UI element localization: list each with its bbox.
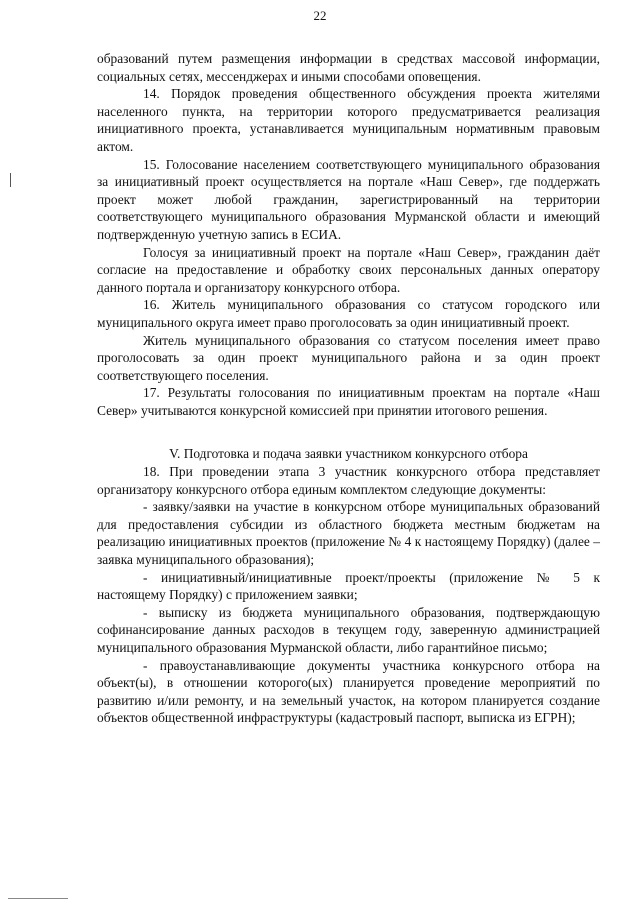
section-heading: V. Подготовка и подача заявки участником конкурсного отбора <box>169 446 528 462</box>
paragraph-settlement-voting: Житель муниципального образования со статусом поселения имеет право проголосовать за один проект муниципального района и за один проект соответствующего поселения. <box>97 332 600 383</box>
list-item: - выписку из бюджета муниципального образования, подтверждающую софинансирование данных расходов в текущем году, заверенную администрацией муниципального образования Мурманской области, либо гарантийное письмо; <box>97 604 600 655</box>
paragraph-voting-consent: Голосуя за инициативный проект на портале «Наш Север», гражданин даёт согласие на предоставление и обработку своих персональных данных оператору данного портала и организатору конкурсного отбора. <box>97 244 600 295</box>
paragraph-17: 17. Результаты голосования по инициативным проектам на портале «Наш Север» учитываются конкурсной комиссией при принятии итогового решения. <box>97 385 600 418</box>
paragraph: образований путем размещения информации в средствах массовой информации, социальных сетях, мессенджерах и иными способами оповещения. <box>97 51 600 84</box>
footer-rule <box>8 898 68 899</box>
list-item: - правоустанавливающие документы участника конкурсного отбора на объект(ы), в отношении которого(ых) планируется проведение мероприятий по развитию и/или ремонту, и на земельный участок, на котором планируется создание объектов общественной инфраструктуры (кадастровый паспорт, выписка из ЕГРН); <box>97 657 600 726</box>
paragraph-14: 14. Порядок проведения общественного обсуждения проекта жителями населенного пункта, на территории которого предусматривается реализация инициативного проекта, устанавливается муниципальным нормативным правовым актом. <box>97 86 600 154</box>
paragraph-18: 18. При проведении этапа 3 участник конкурсного отбора представляет организатору конкурсного отбора единым комплектом следующие документы: <box>97 464 600 497</box>
list-item: - заявку/заявки на участие в конкурсном отборе муниципальных образований для предоставления субсидии из областного бюджета местным бюджетам на реализацию инициативных проектов (приложение № 4 к настоящему Порядку) (далее – заявка муниципального образования); <box>97 499 600 568</box>
list-item: - инициативный/инициативные проект/проекты (приложение № 5 к настоящему Порядку) с приложением заявки; <box>97 569 600 603</box>
page-number: 22 <box>313 8 327 23</box>
document-body <box>97 50 600 727</box>
paragraph-16: 16. Житель муниципального образования со статусом городского или муниципального округа имеет право проголосовать за один инициативный проект. <box>97 297 600 330</box>
paragraph-15: 15. Голосование населением соответствующего муниципального образования за инициативный проект осуществляется на портале «Наш Север», где поддержать проект может любой гражданин, зарегистрированный на территории соответствующего муниципального образования Мурманской области и имеющий подтвержденную учетную запись в ЕСИА. <box>97 156 600 242</box>
margin-mark <box>10 173 11 187</box>
